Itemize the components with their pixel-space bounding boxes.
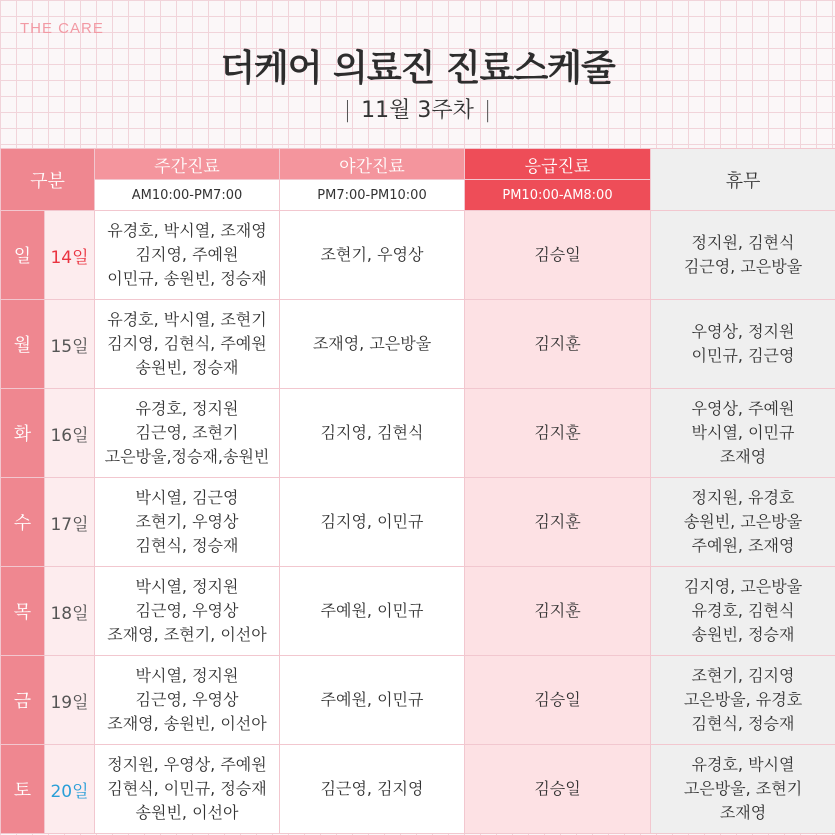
date-cell: 16일 <box>45 389 95 478</box>
weekday-cell: 화 <box>1 389 45 478</box>
table-row <box>1 656 835 745</box>
staff-names-line: 김근영, 우영상 <box>135 690 239 709</box>
table-row <box>1 567 835 656</box>
emergency-shift-cell <box>465 656 651 745</box>
night-shift-cell <box>280 656 465 745</box>
staff-names-line: 우영상, 정지원 <box>691 322 795 341</box>
date-cell: 17일 <box>45 478 95 567</box>
header-day-shift: 주간진료 <box>95 149 280 180</box>
staff-names-line: 유경호, 박시열, 조재영 <box>107 221 267 240</box>
staff-names-line: 조재영, 조현기, 이선아 <box>107 625 267 644</box>
staff-names-line: 김근영, 김지영 <box>320 779 424 798</box>
staff-names-line: 송원빈, 이선아 <box>135 803 239 822</box>
staff-names-line: 김지훈 <box>534 334 581 353</box>
night-shift-cell <box>280 745 465 834</box>
staff-names-line: 김근영, 우영상 <box>135 601 239 620</box>
staff-names-line: 김지영, 고은방울 <box>683 577 803 596</box>
staff-names-line: 김승일 <box>534 245 581 264</box>
staff-names-line: 김현식, 정승재 <box>691 714 795 733</box>
header-off: 휴무 <box>651 149 835 211</box>
staff-names-line: 유경호, 박시열 <box>691 755 795 774</box>
date-cell: 18일 <box>45 567 95 656</box>
day-shift-cell <box>95 567 280 656</box>
staff-names-line: 조현기, 김지영 <box>691 666 795 685</box>
night-shift-cell <box>280 567 465 656</box>
header-category: 구분 <box>1 149 95 211</box>
staff-names-line: 이민규, 송원빈, 정승재 <box>107 269 267 288</box>
page-title: 더케어 의료진 진료스케줄 <box>220 48 615 89</box>
off-cell <box>651 389 835 478</box>
staff-names-line: 김지영, 이민규 <box>320 512 424 531</box>
staff-names-line: 박시열, 김근영 <box>135 488 239 507</box>
off-cell <box>651 567 835 656</box>
off-cell <box>651 745 835 834</box>
day-shift-cell <box>95 656 280 745</box>
weekday-cell: 목 <box>1 567 45 656</box>
staff-names-line: 우영상, 주예원 <box>691 399 795 418</box>
night-shift-cell <box>280 478 465 567</box>
date-cell: 19일 <box>45 656 95 745</box>
day-shift-cell <box>95 478 280 567</box>
weekday-cell: 월 <box>1 300 45 389</box>
emergency-shift-cell <box>465 567 651 656</box>
off-cell <box>651 211 835 300</box>
staff-names-line: 유경호, 정지원 <box>135 399 239 418</box>
staff-names-line: 유경호, 김현식 <box>691 601 795 620</box>
staff-names-line: 김지훈 <box>534 601 581 620</box>
staff-names-line: 조현기, 우영상 <box>320 245 424 264</box>
staff-names-line: 주예원, 이민규 <box>320 601 424 620</box>
schedule-table <box>0 148 835 834</box>
table-row <box>1 211 835 300</box>
staff-names-line: 조재영 <box>719 447 767 466</box>
day-shift-cell <box>95 745 280 834</box>
staff-names-line: 김근영, 고은방울 <box>683 257 803 276</box>
subtitle-text: 11월 3주차 <box>361 98 474 123</box>
staff-names-line: 송원빈, 고은방울 <box>683 512 803 531</box>
staff-names-line: 송원빈, 정승재 <box>691 625 795 644</box>
staff-names-line: 김승일 <box>534 779 581 798</box>
staff-names-line: 조재영, 고은방울 <box>312 334 432 353</box>
table-row <box>1 389 835 478</box>
staff-names-line: 김승일 <box>534 690 581 709</box>
weekday-cell: 토 <box>1 745 45 834</box>
staff-names-line: 정지원, 유경호 <box>691 488 795 507</box>
table-row <box>1 745 835 834</box>
staff-names-line: 박시열, 정지원 <box>135 577 239 596</box>
emergency-shift-cell <box>465 389 651 478</box>
day-shift-cell <box>95 389 280 478</box>
staff-names-line: 조재영, 송원빈, 이선아 <box>107 714 267 733</box>
staff-names-line: 김지훈 <box>534 512 581 531</box>
staff-names-line: 박시열, 이민규 <box>691 423 795 442</box>
night-shift-cell <box>280 300 465 389</box>
header-night-shift: 야간진료 <box>280 149 465 180</box>
staff-names-line: 고은방울,정승재,송원빈 <box>104 447 270 466</box>
table-row <box>1 478 835 567</box>
staff-names-line: 김근영, 조현기 <box>135 423 239 442</box>
emergency-shift-cell <box>465 300 651 389</box>
header-emergency-time: PM10:00-AM8:00 <box>465 180 651 211</box>
header-emergency-shift: 응급진료 <box>465 149 651 180</box>
weekday-cell: 수 <box>1 478 45 567</box>
off-cell <box>651 478 835 567</box>
staff-names-line: 김지훈 <box>534 423 581 442</box>
staff-names-line: 유경호, 박시열, 조현기 <box>107 310 267 329</box>
staff-names-line: 정지원, 김현식 <box>691 233 795 252</box>
subtitle-bar-left: | <box>343 98 352 123</box>
date-cell: 15일 <box>45 300 95 389</box>
night-shift-cell <box>280 211 465 300</box>
header-night-time: PM7:00-PM10:00 <box>280 180 465 211</box>
staff-names-line: 김지영, 김현식, 주예원 <box>107 334 267 353</box>
staff-names-line: 김지영, 김현식 <box>320 423 424 442</box>
staff-names-line: 김현식, 정승재 <box>135 536 239 555</box>
staff-names-line: 고은방울, 조현기 <box>683 779 803 798</box>
staff-names-line: 송원빈, 정승재 <box>135 358 239 377</box>
emergency-shift-cell <box>465 745 651 834</box>
staff-names-line: 조재영 <box>719 803 767 822</box>
emergency-shift-cell <box>465 478 651 567</box>
schedule-rows <box>1 211 835 834</box>
staff-names-line: 박시열, 정지원 <box>135 666 239 685</box>
night-shift-cell <box>280 389 465 478</box>
staff-names-line: 이민규, 김근영 <box>691 346 795 365</box>
staff-names-line: 조현기, 우영상 <box>135 512 239 531</box>
staff-names-line: 고은방울, 유경호 <box>683 690 803 709</box>
staff-names-line: 정지원, 우영상, 주예원 <box>107 755 267 774</box>
weekday-cell: 금 <box>1 656 45 745</box>
staff-names-line: 김현식, 이민규, 정승재 <box>107 779 267 798</box>
off-cell <box>651 656 835 745</box>
table-row <box>1 300 835 389</box>
off-cell <box>651 300 835 389</box>
date-cell: 20일 <box>45 745 95 834</box>
staff-names-line: 김지영, 주예원 <box>135 245 239 264</box>
brand-logo-text: THE CARE <box>20 20 104 37</box>
subtitle-bar-right: | <box>483 98 492 123</box>
staff-names-line: 주예원, 이민규 <box>320 690 424 709</box>
day-shift-cell <box>95 211 280 300</box>
day-shift-cell <box>95 300 280 389</box>
emergency-shift-cell <box>465 211 651 300</box>
staff-names-line: 주예원, 조재영 <box>691 536 795 555</box>
page-subtitle <box>0 93 835 124</box>
date-cell: 14일 <box>45 211 95 300</box>
weekday-cell: 일 <box>1 211 45 300</box>
header-day-time: AM10:00-PM7:00 <box>95 180 280 211</box>
